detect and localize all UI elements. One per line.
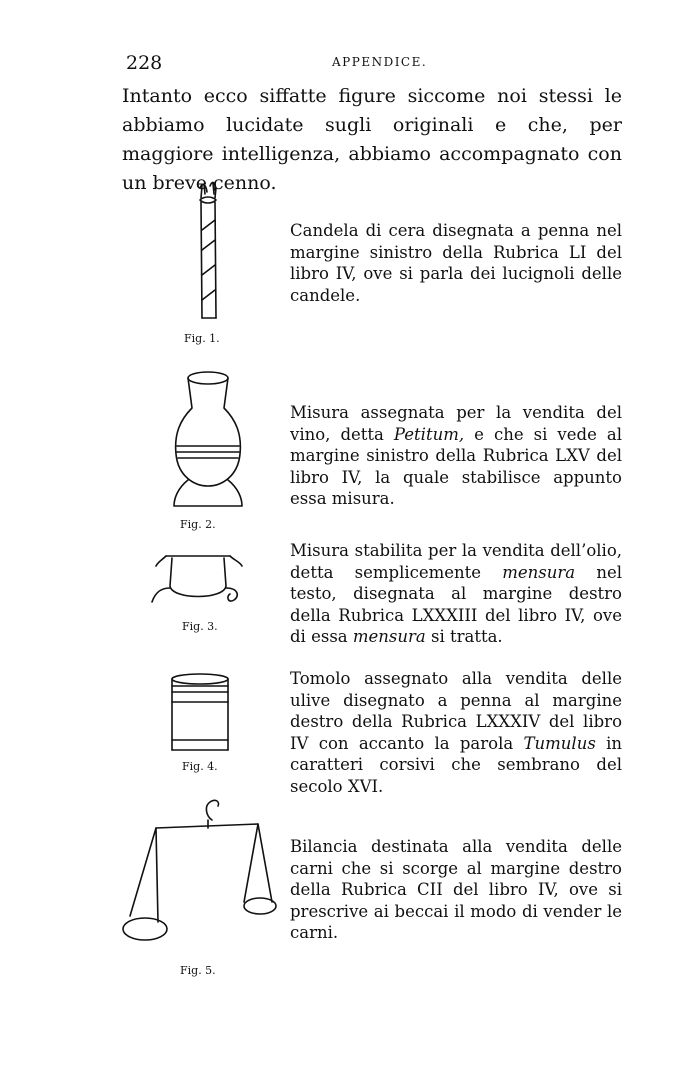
figure-description: Misura assegnata per la vendita del vino, detta Petitum, e che si vede al margine sinistro della Rubrica LXV del libro IV, la quale stabilisce appunto essa misura. bbox=[290, 403, 622, 508]
figure-description: Bilancia destinata alla vendita delle carni che si scorge al margine destro della Rubrica CII del libro IV, ove si prescrive ai beccai il modo di vender le carni. bbox=[290, 837, 622, 942]
page-number: 228 bbox=[126, 52, 163, 74]
figure-caption: Fig. 5. bbox=[180, 964, 216, 977]
figure-caption: Fig. 4. bbox=[182, 760, 218, 773]
intro-paragraph: Intanto ecco siffatte figure siccome noi stessi le abbiamo lucidate sugli originali e che, per maggiore intelligenza, abbiamo accompagnato con un breve cenno. bbox=[122, 85, 622, 194]
running-head: APPENDICE. bbox=[332, 55, 428, 69]
tomolo-measure-drawing-icon bbox=[168, 672, 232, 758]
figure-description: Tomolo assegnato alla vendita delle ulive disegnato a penna al margine destro della Rubrica LXXXIV del libro IV con accanto la parola Tumulus in caratteri corsivi che sembrano del secolo XVI. bbox=[290, 669, 622, 796]
balance-scale-drawing-icon bbox=[120, 798, 280, 950]
figure-caption: Fig. 1. bbox=[184, 332, 220, 345]
wine-measure-drawing-icon bbox=[166, 368, 250, 508]
candle-drawing-icon bbox=[188, 180, 228, 330]
figure-description: Candela di cera disegnata a penna nel margine sinistro della Rubrica LI del libro IV, ove si parla dei lucignoli delle candele. bbox=[290, 221, 622, 305]
figure-caption: Fig. 3. bbox=[182, 620, 218, 633]
figure-description: Misura stabilita per la vendita dell’olio, detta semplicemente mensura nel testo, disegnata al margine destro della Rubrica LXXXIII del libro IV, ove di essa mensura si tratta. bbox=[290, 541, 622, 646]
figure-caption: Fig. 2. bbox=[180, 518, 216, 531]
oil-measure-drawing-icon bbox=[148, 548, 248, 612]
